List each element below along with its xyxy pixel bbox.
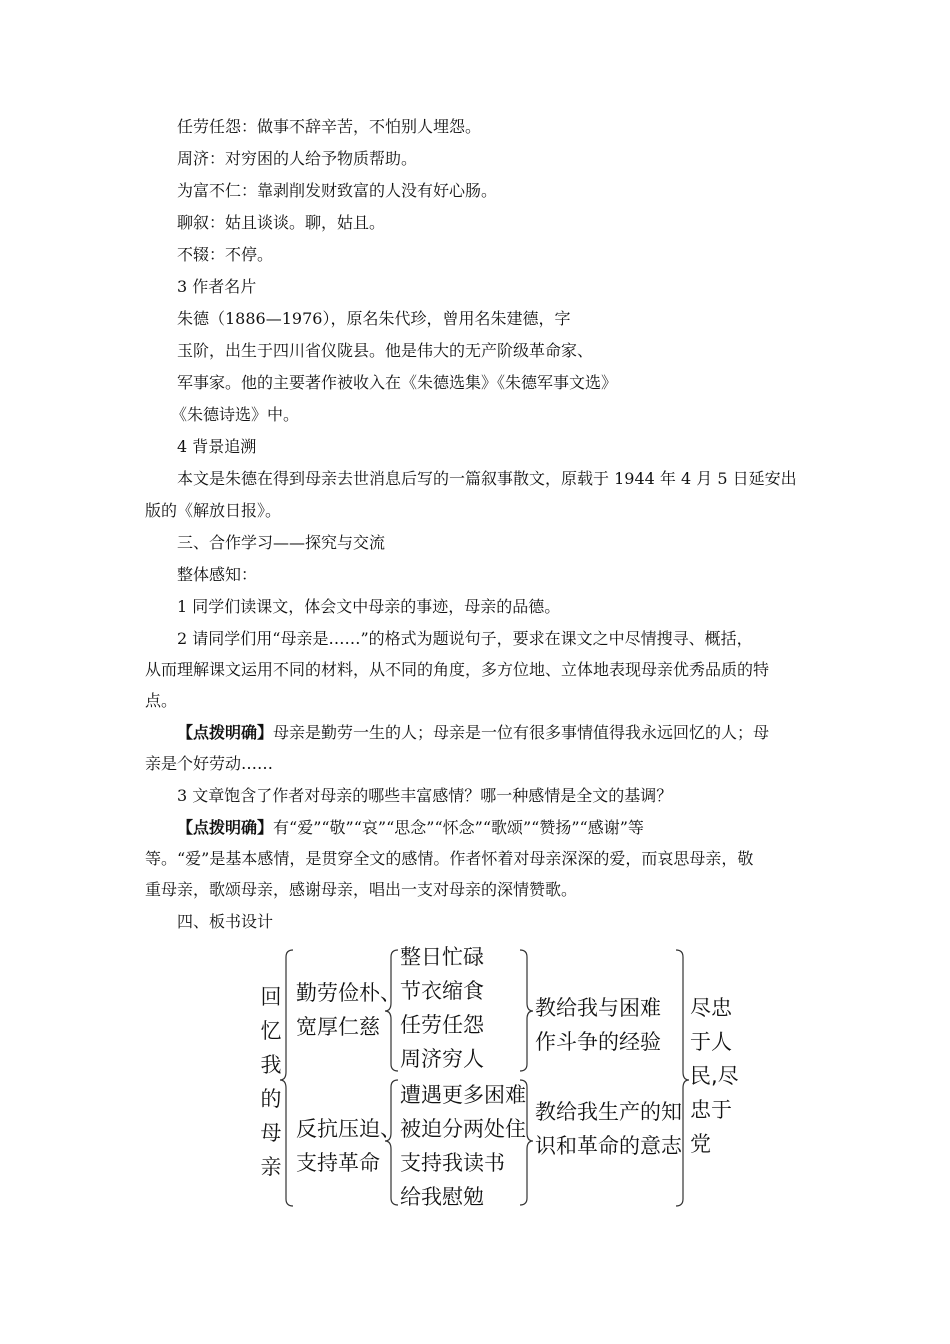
question-3: 3 文章饱含了作者对母亲的哪些丰富感情？哪一种感情是全文的基调？ bbox=[177, 786, 673, 805]
answer-text: 有“爱”“敬”“哀”“思念”“怀念”“歌颂”“赞扬”“感谢”等 bbox=[273, 818, 644, 837]
conclusion-line: 忠于 bbox=[690, 1098, 732, 1122]
answer-tag: 【点拨明确】 bbox=[177, 723, 274, 742]
lesson-2-line: 识和革命的意志 bbox=[535, 1134, 682, 1158]
vocab-item: 任劳任怨：做事不辞辛苦，不怕别人埋怨。 bbox=[177, 117, 482, 136]
top-deeds-brace bbox=[385, 950, 398, 1071]
author-heading: 3 作者名片 bbox=[177, 277, 257, 296]
author-line: 《朱德诗选》中。 bbox=[171, 405, 300, 424]
deed-item: 任劳任怨 bbox=[400, 1013, 484, 1037]
section3-subheading: 整体感知： bbox=[177, 565, 258, 584]
answer-text: 母亲是勤劳一生的人；母亲是一位有很多事情值得我永远回忆的人；母 bbox=[273, 723, 770, 742]
lesson-2-line: 教给我生产的知 bbox=[535, 1100, 682, 1124]
author-line: 玉阶，出生于四川省仪陇县。他是伟大的无产阶级革命家、 bbox=[177, 341, 594, 360]
right-bracket bbox=[676, 950, 689, 1206]
background-line: 版的《解放日报》。 bbox=[145, 501, 282, 520]
bottom-deeds-brace bbox=[385, 1080, 398, 1205]
deed-item: 节衣缩食 bbox=[400, 979, 484, 1003]
deed-item: 支持我读书 bbox=[400, 1151, 505, 1175]
quality-1-line: 宽厚仁慈 bbox=[296, 1015, 380, 1039]
deed-item: 遭遇更多困难 bbox=[400, 1083, 526, 1107]
answer-2-line: 亲是个好劳动…… bbox=[145, 754, 274, 773]
background-heading: 4 背景追溯 bbox=[177, 437, 257, 456]
board-title: 回 忆 我 的 母 亲 bbox=[260, 985, 282, 1179]
deed-item: 周济穷人 bbox=[400, 1047, 484, 1071]
lesson-1-line: 教给我与困难 bbox=[535, 996, 661, 1020]
answer-tag: 【点拨明确】 bbox=[177, 818, 274, 837]
conclusion-line: 民,尽 bbox=[690, 1064, 739, 1088]
question-1: 1 同学们读课文，体会文中母亲的事迹，母亲的品德。 bbox=[177, 597, 561, 616]
conclusion-line: 于人 bbox=[690, 1030, 732, 1054]
author-line: 朱德（1886—1976），原名朱代珍，曾用名朱建德，字 bbox=[177, 309, 571, 328]
section3-heading: 三、合作学习——探究与交流 bbox=[177, 533, 386, 552]
deed-item: 整日忙碌 bbox=[400, 945, 484, 969]
quality-2-line: 支持革命 bbox=[296, 1151, 380, 1175]
top-lesson-bracket bbox=[520, 950, 533, 1071]
conclusion-line: 尽忠 bbox=[690, 996, 732, 1020]
section4-heading: 四、板书设计 bbox=[177, 912, 274, 931]
deed-item: 给我慰勉 bbox=[400, 1185, 484, 1209]
lesson-1-line: 作斗争的经验 bbox=[535, 1030, 661, 1054]
question-2-line: 点。 bbox=[145, 691, 178, 710]
deed-item: 被迫分两处住 bbox=[400, 1117, 526, 1141]
quality-1-line: 勤劳俭朴、 bbox=[296, 981, 401, 1005]
author-line: 军事家。他的主要著作被收入在《朱德选集》《朱德军事文选》 bbox=[177, 373, 618, 392]
quality-2-line: 反抗压迫、 bbox=[296, 1117, 401, 1141]
vocab-item: 不辍：不停。 bbox=[177, 245, 274, 264]
vocab-item: 周济：对穷困的人给予物质帮助。 bbox=[177, 149, 418, 168]
question-2-line: 从而理解课文运用不同的材料，从不同的角度，多方位地、立体地表现母亲优秀品质的特 bbox=[145, 660, 770, 679]
answer-3-line: 重母亲，歌颂母亲，感谢母亲，唱出一支对母亲的深情赞歌。 bbox=[145, 880, 578, 899]
conclusion-line: 党 bbox=[690, 1132, 711, 1156]
background-line: 本文是朱德在得到母亲去世消息后写的一篇叙事散文，原载于 1944 年 4 月 5 日延安出 bbox=[177, 469, 797, 488]
answer-3-line: 等。“爱”是基本感情，是贯穿全文的感情。作者怀着对母亲深深的爱，而哀思母亲，敬 bbox=[145, 849, 754, 868]
vocab-item: 聊叙：姑且谈谈。聊，姑且。 bbox=[177, 213, 386, 232]
vocab-item: 为富不仁：靠剥削发财致富的人没有好心肠。 bbox=[177, 181, 498, 200]
question-2-line: 2 请同学们用“母亲是……”的格式为题说句子，要求在课文之中尽情搜寻、概括， bbox=[177, 629, 753, 648]
